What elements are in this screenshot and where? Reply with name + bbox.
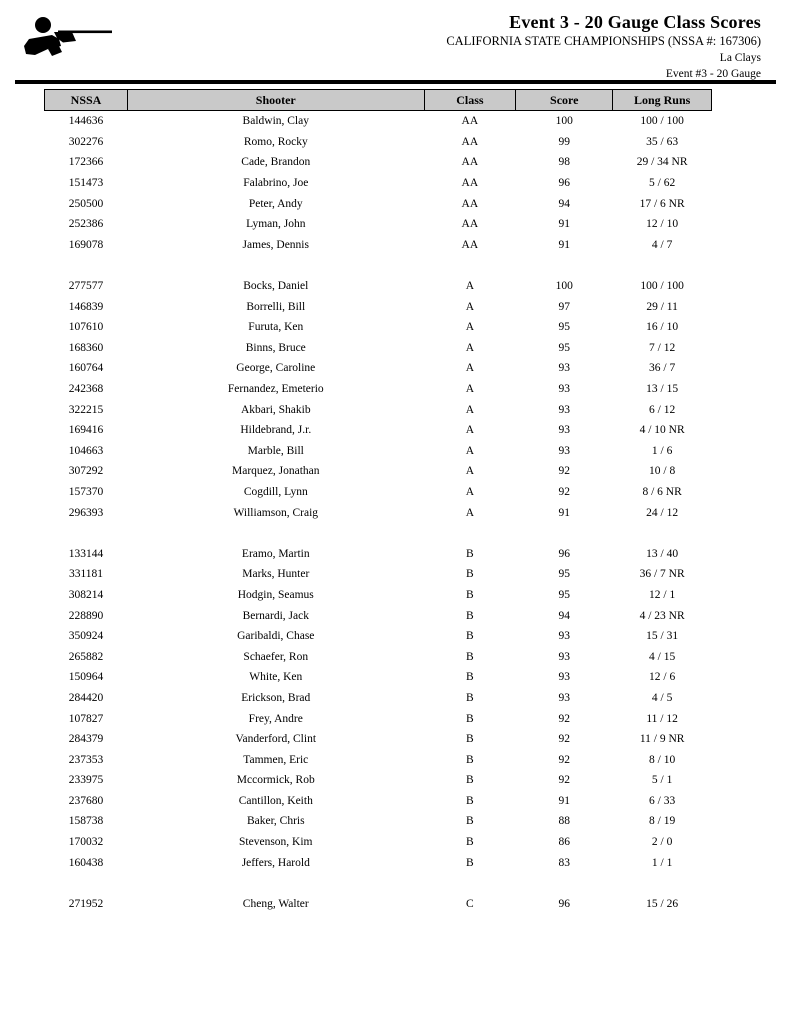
nssa-cell: 237680 xyxy=(68,794,104,807)
shooter-cell: Tammen, Eric xyxy=(243,753,309,766)
class-cell: A xyxy=(465,341,475,354)
long-runs-cell: 11 / 12 xyxy=(646,712,678,725)
nssa-cell: 107827 xyxy=(68,712,104,725)
nssa-cell: 172366 xyxy=(68,156,104,169)
long-runs-cell: 16 / 10 xyxy=(646,321,679,334)
class-cell: AA xyxy=(461,156,479,169)
column-header-shooter: Shooter xyxy=(128,90,424,111)
score-cell: 95 xyxy=(558,588,570,601)
nssa-cell: 350924 xyxy=(68,630,104,643)
shooter-cell: Eramo, Martin xyxy=(241,547,310,560)
shooter-cell: Falabrino, Joe xyxy=(243,177,309,190)
long-runs-cell: 36 / 7 NR xyxy=(639,568,685,581)
nssa-cell: 168360 xyxy=(68,341,104,354)
long-runs-cell: 11 / 9 NR xyxy=(639,733,685,746)
page-title: Event 3 - 20 Gauge Class Scores xyxy=(509,12,761,32)
class-cell: B xyxy=(466,733,474,746)
group-spacer-row xyxy=(45,873,712,894)
nssa-cell: 133144 xyxy=(68,547,104,560)
nssa-cell: 307292 xyxy=(68,465,104,478)
long-runs-cell: 5 / 62 xyxy=(649,177,676,190)
score-cell: 100 xyxy=(555,115,573,128)
event-label: Event #3 - 20 Gauge xyxy=(665,68,761,81)
scores-table xyxy=(44,89,712,914)
score-cell: 95 xyxy=(558,568,570,581)
table-row xyxy=(45,688,712,709)
nssa-cell: 104663 xyxy=(68,444,104,457)
nssa-cell: 242368 xyxy=(68,383,104,396)
table-row xyxy=(45,502,712,523)
shooter-cell: Garibaldi, Chase xyxy=(237,630,315,643)
long-runs-cell: 6 / 33 xyxy=(649,794,676,807)
shooter-cell: Frey, Andre xyxy=(248,712,303,725)
table-row xyxy=(45,564,712,585)
table-row xyxy=(45,152,712,173)
shooter-cell: Baldwin, Clay xyxy=(242,115,309,128)
table-row xyxy=(45,399,712,420)
shooter-cell: Lyman, John xyxy=(246,218,306,231)
table-row xyxy=(45,749,712,770)
shooter-cell: Cade, Brandon xyxy=(241,156,311,169)
table-row xyxy=(45,296,712,317)
table-row xyxy=(45,811,712,832)
table-row xyxy=(45,667,712,688)
class-cell: AA xyxy=(461,177,479,190)
class-cell: A xyxy=(465,424,475,437)
long-runs-cell: 12 / 1 xyxy=(649,588,676,601)
score-cell: 99 xyxy=(558,135,570,148)
table-row xyxy=(45,111,712,132)
score-cell: 98 xyxy=(558,156,570,169)
long-runs-cell: 12 / 6 xyxy=(649,671,676,684)
table-row xyxy=(45,646,712,667)
class-cell: B xyxy=(466,650,474,663)
nssa-cell: 237353 xyxy=(68,753,104,766)
table-row xyxy=(45,482,712,503)
shooter-cell: George, Caroline xyxy=(236,362,316,375)
table-row xyxy=(45,441,712,462)
score-cell: 92 xyxy=(558,753,570,766)
long-runs-cell: 8 / 19 xyxy=(649,815,676,828)
long-runs-cell: 4 / 7 xyxy=(651,238,673,251)
score-cell: 95 xyxy=(558,321,570,334)
long-runs-cell: 29 / 34 NR xyxy=(636,156,688,169)
long-runs-cell: 1 / 6 xyxy=(651,444,673,457)
shooter-cell: Vanderford, Clint xyxy=(235,733,317,746)
class-cell: A xyxy=(465,280,475,293)
nssa-cell: 158738 xyxy=(68,815,104,828)
long-runs-cell: 15 / 31 xyxy=(646,630,679,643)
class-cell: B xyxy=(466,856,474,869)
shooter-cell: Stevenson, Kim xyxy=(239,836,313,849)
column-header-score: Score xyxy=(516,90,613,111)
score-cell: 91 xyxy=(558,794,570,807)
nssa-cell: 322215 xyxy=(68,403,104,416)
nssa-cell: 250500 xyxy=(68,197,104,210)
long-runs-cell: 100 / 100 xyxy=(640,115,684,128)
nssa-cell: 284420 xyxy=(68,691,104,704)
class-cell: A xyxy=(465,362,475,375)
score-cell: 92 xyxy=(558,733,570,746)
score-cell: 93 xyxy=(558,403,570,416)
long-runs-cell: 12 / 10 xyxy=(646,218,679,231)
long-runs-cell: 24 / 12 xyxy=(646,506,679,519)
long-runs-cell: 4 / 23 NR xyxy=(639,609,685,622)
shooter-cell: Bocks, Daniel xyxy=(243,280,309,293)
long-runs-cell: 7 / 12 xyxy=(649,341,676,354)
table-row xyxy=(45,379,712,400)
table-row xyxy=(45,420,712,441)
nssa-cell: 331181 xyxy=(68,568,104,581)
long-runs-cell: 10 / 8 xyxy=(649,465,676,478)
club-name: La Clays xyxy=(719,52,761,65)
column-header-class: Class xyxy=(424,90,516,111)
shooter-logo-icon xyxy=(14,8,114,70)
class-cell: AA xyxy=(461,135,479,148)
shooter-cell: Mccormick, Rob xyxy=(236,774,315,787)
table-row xyxy=(45,173,712,194)
class-cell: B xyxy=(466,836,474,849)
score-cell: 93 xyxy=(558,671,570,684)
table-row xyxy=(45,276,712,297)
shooter-cell: Marks, Hunter xyxy=(242,568,310,581)
shooter-cell: Williamson, Craig xyxy=(233,506,319,519)
shooter-cell: Romo, Rocky xyxy=(243,135,308,148)
score-cell: 92 xyxy=(558,485,570,498)
class-cell: B xyxy=(466,609,474,622)
score-cell: 93 xyxy=(558,362,570,375)
nssa-cell: 277577 xyxy=(68,280,104,293)
long-runs-cell: 17 / 6 NR xyxy=(639,197,685,210)
shooter-cell: Marble, Bill xyxy=(247,444,304,457)
nssa-cell: 146839 xyxy=(68,300,104,313)
class-cell: B xyxy=(466,712,474,725)
nssa-cell: 228890 xyxy=(68,609,104,622)
score-cell: 93 xyxy=(558,424,570,437)
nssa-cell: 265882 xyxy=(68,650,104,663)
class-cell: C xyxy=(466,897,474,910)
table-row xyxy=(45,770,712,791)
long-runs-cell: 29 / 11 xyxy=(646,300,678,313)
nssa-cell: 151473 xyxy=(68,177,104,190)
long-runs-cell: 2 / 0 xyxy=(651,836,673,849)
long-runs-cell: 5 / 1 xyxy=(651,774,673,787)
shooter-cell: Hildebrand, J.r. xyxy=(240,424,312,437)
nssa-cell: 169416 xyxy=(68,424,104,437)
class-cell: B xyxy=(466,671,474,684)
long-runs-cell: 15 / 26 xyxy=(646,897,679,910)
group-spacer-row xyxy=(45,523,712,544)
nssa-cell: 157370 xyxy=(68,485,104,498)
score-cell: 93 xyxy=(558,691,570,704)
table-row xyxy=(45,214,712,235)
class-cell: AA xyxy=(461,115,479,128)
class-cell: B xyxy=(466,630,474,643)
long-runs-cell: 6 / 12 xyxy=(649,403,676,416)
score-cell: 91 xyxy=(558,238,570,251)
shooter-cell: White, Ken xyxy=(249,671,303,684)
class-cell: A xyxy=(465,444,475,457)
table-row xyxy=(45,708,712,729)
shooter-cell: Fernandez, Emeterio xyxy=(227,383,324,396)
class-cell: B xyxy=(466,588,474,601)
nssa-cell: 284379 xyxy=(68,733,104,746)
table-row xyxy=(45,461,712,482)
score-cell: 91 xyxy=(558,218,570,231)
score-cell: 86 xyxy=(558,836,570,849)
class-cell: A xyxy=(465,300,475,313)
score-cell: 91 xyxy=(558,506,570,519)
class-cell: B xyxy=(466,794,474,807)
shooter-cell: Schaefer, Ron xyxy=(243,650,309,663)
spacer-cell xyxy=(45,523,712,544)
shooter-cell: James, Dennis xyxy=(242,238,309,251)
score-cell: 92 xyxy=(558,465,570,478)
shooter-cell: Marquez, Jonathan xyxy=(232,465,320,478)
shooter-cell: Cogdill, Lynn xyxy=(243,485,308,498)
long-runs-cell: 13 / 40 xyxy=(646,547,679,560)
score-cell: 93 xyxy=(558,383,570,396)
shooter-cell: Cheng, Walter xyxy=(242,897,309,910)
group-spacer-row xyxy=(45,255,712,276)
shooter-cell: Jeffers, Harold xyxy=(241,856,310,869)
table-row xyxy=(45,585,712,606)
shooter-cell: Furuta, Ken xyxy=(248,321,304,334)
spacer-cell xyxy=(45,255,712,276)
shooter-cell: Hodgin, Seamus xyxy=(237,588,314,601)
score-cell: 96 xyxy=(558,547,570,560)
long-runs-cell: 1 / 1 xyxy=(651,856,673,869)
long-runs-cell: 8 / 10 xyxy=(649,753,676,766)
score-cell: 93 xyxy=(558,630,570,643)
class-cell: A xyxy=(465,383,475,396)
score-cell: 83 xyxy=(558,856,570,869)
long-runs-cell: 8 / 6 NR xyxy=(642,485,682,498)
header-divider xyxy=(15,80,776,84)
table-row xyxy=(45,791,712,812)
table-row xyxy=(45,193,712,214)
table-row xyxy=(45,235,712,256)
nssa-cell: 170032 xyxy=(68,836,104,849)
shooter-cell: Erickson, Brad xyxy=(241,691,311,704)
class-cell: A xyxy=(465,403,475,416)
table-row xyxy=(45,894,712,915)
shooter-cell: Baker, Chris xyxy=(246,815,305,828)
nssa-cell: 160438 xyxy=(68,856,104,869)
long-runs-cell: 100 / 100 xyxy=(640,280,684,293)
nssa-cell: 160764 xyxy=(68,362,104,375)
long-runs-cell: 4 / 5 xyxy=(651,691,673,704)
table-row xyxy=(45,852,712,873)
score-cell: 95 xyxy=(558,341,570,354)
class-cell: A xyxy=(465,506,475,519)
class-cell: A xyxy=(465,321,475,334)
score-cell: 96 xyxy=(558,897,570,910)
nssa-cell: 308214 xyxy=(68,588,104,601)
score-cell: 97 xyxy=(558,300,570,313)
table-row xyxy=(45,358,712,379)
class-cell: B xyxy=(466,815,474,828)
class-cell: B xyxy=(466,547,474,560)
shooter-cell: Binns, Bruce xyxy=(245,341,306,354)
class-cell: A xyxy=(465,485,475,498)
column-header-long-runs: Long Runs xyxy=(613,90,712,111)
report-header xyxy=(446,12,761,82)
score-cell: 94 xyxy=(558,197,570,210)
nssa-cell: 302276 xyxy=(68,135,104,148)
class-cell: AA xyxy=(461,197,479,210)
nssa-cell: 107610 xyxy=(68,321,104,334)
nssa-cell: 296393 xyxy=(68,506,104,519)
class-cell: B xyxy=(466,774,474,787)
table-row xyxy=(45,338,712,359)
score-cell: 88 xyxy=(558,815,570,828)
score-cell: 94 xyxy=(558,609,570,622)
shooter-cell: Peter, Andy xyxy=(248,197,303,210)
class-cell: A xyxy=(465,465,475,478)
nssa-cell: 252386 xyxy=(68,218,104,231)
class-cell: B xyxy=(466,691,474,704)
long-runs-cell: 4 / 10 NR xyxy=(639,424,685,437)
table-row xyxy=(45,543,712,564)
class-cell: B xyxy=(466,753,474,766)
shooter-cell: Bernardi, Jack xyxy=(242,609,309,622)
nssa-cell: 169078 xyxy=(68,238,104,251)
table-row xyxy=(45,729,712,750)
spacer-cell xyxy=(45,873,712,894)
nssa-cell: 271952 xyxy=(68,897,104,910)
score-cell: 93 xyxy=(558,444,570,457)
table-row xyxy=(45,132,712,153)
nssa-cell: 144636 xyxy=(68,115,104,128)
shooter-cell: Cantillon, Keith xyxy=(238,794,313,807)
table-row xyxy=(45,317,712,338)
long-runs-cell: 35 / 63 xyxy=(646,135,679,148)
table-row xyxy=(45,626,712,647)
class-cell: B xyxy=(466,568,474,581)
score-cell: 93 xyxy=(558,650,570,663)
long-runs-cell: 36 / 7 xyxy=(649,362,676,375)
class-cell: AA xyxy=(461,238,479,251)
championship-subtitle: CALIFORNIA STATE CHAMPIONSHIPS (NSSA #: 167306) xyxy=(446,33,761,48)
score-cell: 100 xyxy=(555,280,573,293)
table-header-row xyxy=(45,90,712,111)
nssa-cell: 150964 xyxy=(68,671,104,684)
shooter-cell: Borrelli, Bill xyxy=(246,300,306,313)
score-cell: 92 xyxy=(558,712,570,725)
nssa-cell: 233975 xyxy=(68,774,104,787)
long-runs-cell: 13 / 15 xyxy=(646,383,679,396)
class-cell: AA xyxy=(461,218,479,231)
table-row xyxy=(45,832,712,853)
long-runs-cell: 4 / 15 xyxy=(649,650,676,663)
score-cell: 92 xyxy=(558,774,570,787)
score-cell: 96 xyxy=(558,177,570,190)
shooter-cell: Akbari, Shakib xyxy=(240,403,311,416)
column-header-nssa: NSSA xyxy=(45,90,128,111)
table-row xyxy=(45,605,712,626)
